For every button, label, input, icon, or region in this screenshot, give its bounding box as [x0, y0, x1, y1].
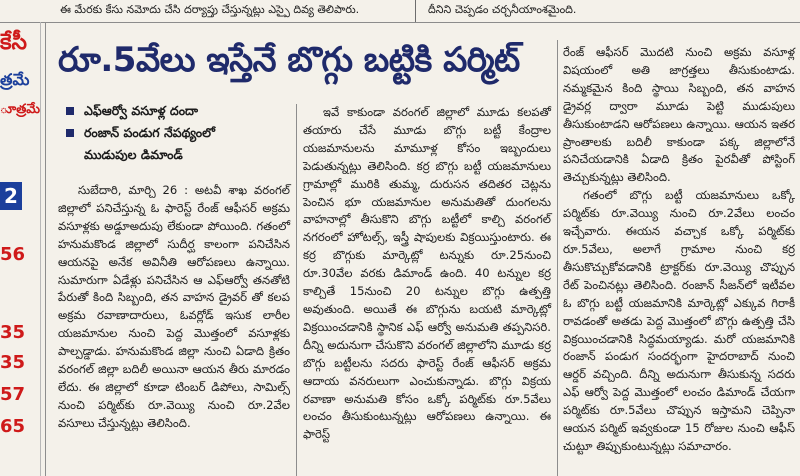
highlight-item	[64, 100, 296, 122]
article-headline: రూ.5వేలు ఇస్తేనే బొగ్గు బట్టికి పర్మిట్	[58, 40, 520, 80]
column-divider	[557, 40, 558, 476]
highlight-text-continued: ముడుపుల డిమాండ్	[84, 147, 183, 162]
margin-number-1: 56	[0, 244, 26, 265]
highlight-text: రంజాన్ పండుగ నేపథ్యంలో	[84, 125, 215, 140]
highlight-item	[64, 122, 296, 166]
margin-fragment-1: కేసీ	[0, 30, 27, 55]
margin-divider	[45, 22, 46, 476]
highlight-text: ఎఫ్ఆర్వో వసూళ్ల దందా	[84, 103, 199, 118]
paragraph: రేంజ్ ఆఫీసర్ మొదటి నుంచి అక్రమ వసూళ్ల విషయంలో అతి జాగ్రత్తలు తీసుకుంటాడు. నమ్మకమైన కింది స్థాయి సిబ్బంది, తన వాహన డ్రైవర్ల ద్వారా మూడు పెట్టి ముడుపులు తీసుకుంటాడని ఆరోపణలు ఉన్నాయి. ఆయన ఇతర ప్రాంతాలకు బదిలీ కాకుండా పక్క జిల్లాలోనే పనిచేయడానికి ఏడాది క్రితం పైరవీతో పోస్టింగ్ తెచ్చుకున్నట్లు తెలిసింది.	[563, 45, 795, 185]
margin-number-4: 57	[0, 384, 26, 405]
margin-fragment-3: ూత్రమే	[0, 102, 41, 117]
article-highlights	[64, 100, 296, 166]
margin-number-5: 65	[0, 416, 26, 437]
paragraph: సుబేదారి, మార్చి 26 : అటవీ శాఖ వరంగల్ జిల్లాలో పనిచేస్తున్న ఓ ఫారెస్ట్ రేంజ్ ఆఫీసర్ అక్రమ వసూళ్లకు అడ్డూఅదుపు లేకుండా పోయింది. గతంలో హనుమకొండ జిల్లాలో సుదీర్ఘ కాలంగా పనిచేసిన ఆయనపై అనేక అవినీతి ఆరోపణలు ఉన్నాయి. సుమారుగా ఏడేళ్లు పనిచేసిన ఆ ఎఫ్ఆర్వో తనతోటి పేరుతో కింది సిబ్బంది, తన వాహన డ్రైవర్ తో కలప అక్రమ రవాణాదారులు, ఓవర్లోడ్ ఇసుక లారీల యజమానుల నుంచి పెద్ద మొత్తంలో వసూళ్లకు పాల్పడ్డాడు. హనుమకొండ జిల్లా నుంచి ఏడాది క్రితం వరంగల్ జిల్లా బదిలీ అయినా ఆయన తీరు మారడం లేదు. ఈ జిల్లాలో కూడా టింబర్ డిపోలు, సామిల్స్ నుంచి పర్మిట్‌కు రూ.వెయ్యి నుంచి రూ.2వేల వసూలు చేస్తున్నట్లు తెలిసింది.	[58, 183, 290, 430]
article-column-3	[563, 44, 795, 456]
paragraph: గతంలో బొగ్గు బట్టీ యజమానులు ఒక్కో పర్మిట్‌కు రూ.వెయ్యి నుంచి రూ.2వేలు లంచం ఇచ్చేవారు. ఈయన వచ్చాక ఒక్కో పర్మిట్‌కు రూ.5వేలు, అలాగే గ్రామాల నుంచి కర్ర తీసుకొచ్చుకోవడానికి ట్రాక్టర్‌కు రూ.వెయ్యి చొప్పున రేట్ పెంచినట్లు తెలిసింది. రంజాన్ సీజన్‌లో ఇటీవల ఓ బొగ్గు బట్టీ యజమానికి మార్కెట్లో ఎక్కువ గిరాకీ రావడంతో అతడు పెద్ద మొత్తంలో బొగ్గు ఉత్పత్తి చేసి విక్రయించడానికి సిద్ధమయ్యాడు. మరో యజమానికి రంజాన్ పండుగ సందర్భంగా హైదరాబాద్ నుంచి ఆర్డర్ వచ్చింది. దీన్ని అదునుగా తీసుకున్న సదరు ఎఫ్ ఆర్వో పెద్ద మొత్తంలో లంచం డిమాండ్ చేయగా పర్మిట్‌కు రూ.5వేలు చొప్పున ఇస్తామని చెప్పినా ఆయన పర్మిట్ ఇవ్వకుండా 15 రోజుల నుంచి ఆఫీస్ చుట్టూ తిప్పుకుంటున్నట్లు సమాచారం.	[563, 188, 795, 453]
previous-article-right-text: దీనిని చెప్పడం చర్చనీయాంశమైంది.	[428, 3, 577, 16]
previous-article-strip	[0, 0, 800, 23]
adjacent-column-fragment	[0, 22, 41, 476]
article-column-2	[303, 104, 551, 444]
top-divider	[415, 0, 416, 22]
margin-number-badge: 2	[0, 182, 22, 210]
margin-fragment-2: త్రమే	[0, 70, 30, 89]
margin-number-3: 35	[0, 352, 26, 373]
paragraph: ఇవే కాకుండా వరంగల్ జిల్లాలో మూడు కలపతో తయారు చేసే మూడు బొగ్గు బట్టీ కేంద్రాల యజమానులను మామూళ్ల కోసం ఇబ్బందులు పెడుతున్నట్లు తెలిసింది. కర్ర బొగ్గు బట్టీ యజమానులు గ్రామాల్లో మురికి తుమ్మ, దురుసన తదితర చెట్లను పెంచిన భూ యజమానుల అనుమతితో దుంగలను వాహనాల్లో తీసుకొని బొగ్గు బట్టీలో కాల్చి వరంగల్ నగరంలో హోటల్స్, ఇస్త్రీ షాపులకు విక్రయిస్తుంటారు. ఈ కర్ర బొగ్గుకు మార్కెట్లో టన్నుకు రూ.25నుంచి రూ.30వేల వరకు డిమాండ్ ఉంది. 40 టన్నుల కర్ర కాల్చితే 15నుంచి 20 టన్నుల బొగ్గు ఉత్పత్తి అవుతుంది. అయితే ఈ బొగ్గును బయటి మార్కెట్లో విక్రయించడానికి స్థానిక ఎఫ్ ఆర్వో అనుమతి తప్పనిసరి. దీన్ని అదునుగా చేసుకొని వరంగల్ జిల్లాలోని మూడు కర్ర బొగ్గు బట్టీలను సదరు ఫారెస్ట్ రేంజ్ ఆఫీసర్ అక్రమ ఆదాయ వనరులుగా ఎంచుకున్నాడు. బొగ్గు విక్రయ రవాణా అనుమతి కోసం ఒక్కో పర్మిట్‌కు రూ.5వేలు లంచం తీసుకుంటున్నట్లు ఆరోపణలు ఉన్నాయి. ఈ ఫారెస్ట్	[303, 105, 551, 442]
column-divider	[296, 104, 297, 476]
article-column-1	[58, 182, 290, 433]
margin-number-2: 35	[0, 322, 26, 343]
previous-article-left-text: ఈ మేరకు కేసు నమోదు చేసి దర్యాప్తు చేస్తున్నట్లు ఎస్పై దివ్య తెలిపారు.	[60, 3, 360, 16]
